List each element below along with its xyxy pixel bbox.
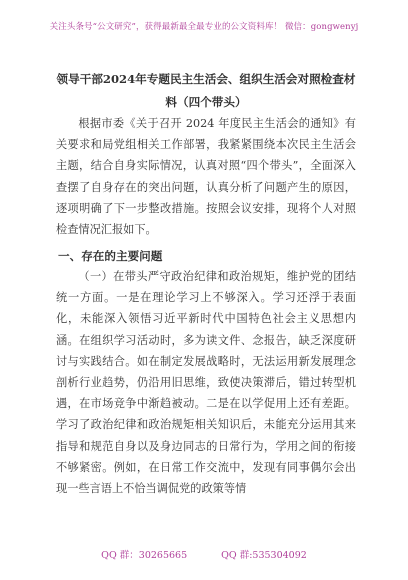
intro-paragraph: 根据市委《关于召开 2024 年度民主生活会的通知》有关要求和局党组相关工作部署，我紧紧围绕本次民主生活会主题，结合自身实际情况，认真对照“四个带头”，全面深入查摆了自身存在的突出问题，认真分析了问题产生的原因，逐项明确了下一步整改措施。按照会议安排，现将个人对照检查情况汇报如下。 — [56, 117, 356, 237]
qq-group-1: QQ 群：30265665 — [101, 550, 188, 561]
section-heading: 一、存在的主要问题 — [58, 249, 163, 263]
header-promo-banner: 关注头条号“公文研究”，获得最新最全最专业的公文资料库！ 微信：gongwenyj — [49, 22, 359, 32]
footer-contacts — [0, 547, 408, 561]
qq-group-2: QQ 群:535304092 — [221, 550, 307, 561]
document-title: 领导干部2024年专题民主生活会、组织生活会对照检查材料（四个带头） — [56, 72, 356, 109]
body-paragraph: （一）在带头严守政治纪律和政治规矩，维护党的团结统一方面。一是在理论学习上不够深入。学习还浮于表面化，未能深入领悟习近平新时代中国特色社会主义思想内涵。在组织学习活动时，多为读文件、念报告，缺乏深度研讨与实践结合。如在制定发展战略时，无法运用新发展理念剖析行业趋势，仍沿用旧思维，致使决策滞后，错过转型机遇，在市场竞争中渐趋被动。二是在以学促用上还有差距。学习了政治纪律和政治规矩相关知识后，未能充分运用其来指导和规范自身以及身边同志的日常行为，学用之间的衔接不够紧密。例如，在日常工作交流中，发现有同事偶尔会出现一些言语上不恰当调侃党的政策等情 — [56, 270, 356, 496]
